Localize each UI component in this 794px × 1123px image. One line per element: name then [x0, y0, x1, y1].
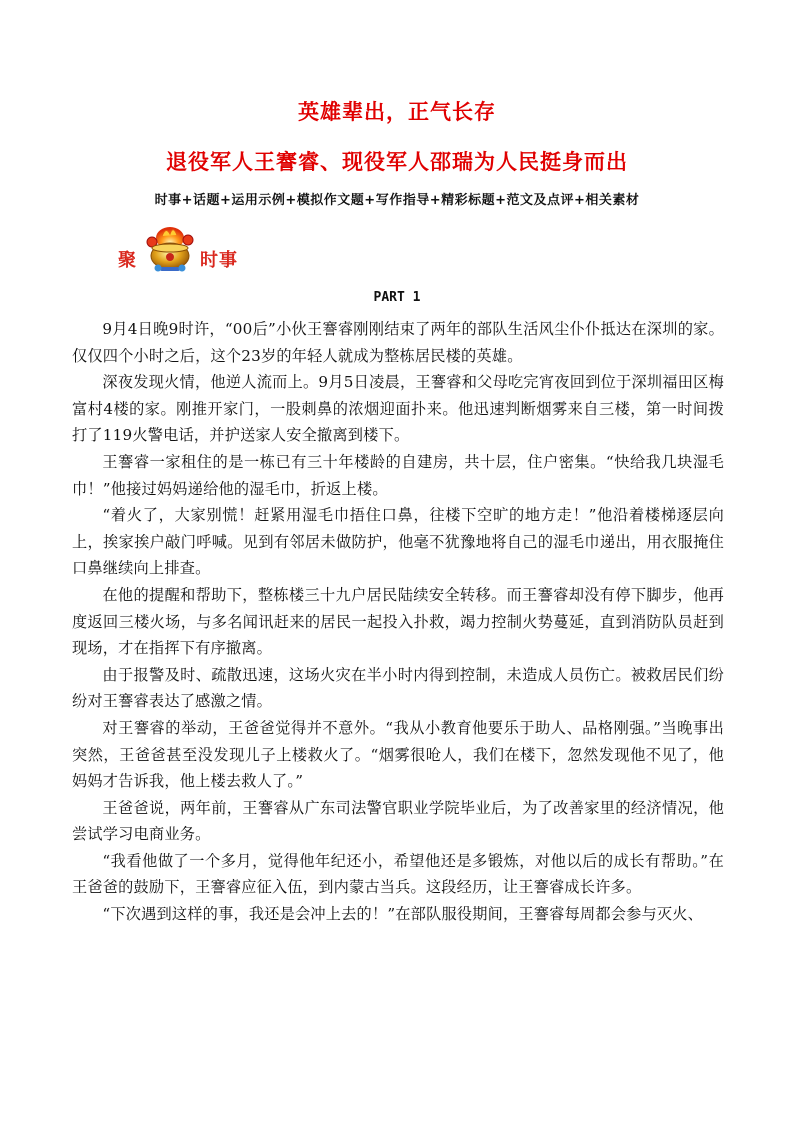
paragraph: 王爸爸说，两年前，王謇睿从广东司法警官职业学院毕业后，为了改善家里的经济情况，他尝试学习电商业务。: [72, 798, 724, 844]
part-label: PART 1: [373, 290, 421, 305]
paragraph: “下次遇到这样的事，我还是会冲上去的！”在部队服役期间，王謇睿每周都会参与灭火、: [102, 905, 704, 924]
section-heading: [118, 224, 278, 276]
paragraph: 王謇睿一家租住的是一栋已有三十年楼龄的自建房，共十层，住户密集。“快给我几块湿毛巾！”他接过妈妈递给他的湿毛巾，折返上楼。: [72, 452, 724, 498]
article-body: [72, 316, 724, 928]
paragraph: 在他的提醒和帮助下，整栋楼三十九户居民陆续安全转移。而王謇睿却没有停下脚步，他再度返回三楼火场，与多名闻讯赶来的居民一起投入扑救，竭力控制火势蔓延，直到消防队员赶到现场，才在指挥下有序撤离。: [72, 585, 724, 658]
treasure-bowl-icon: [142, 224, 198, 274]
paragraph: “着火了，大家别慌！赶紧用湿毛巾捂住口鼻，往楼下空旷的地方走！”他沿着楼梯逐层向上，挨家挨户敲门呼喊。见到有邻居未做防护，他毫不犹豫地将自己的湿毛巾递出，用衣服掩住口鼻继续向上排查。: [72, 506, 724, 578]
document-tagline: 时事+话题+运用示例+模拟作文题+写作指导+精彩标题+范文及点评+相关素材: [154, 193, 640, 208]
paragraph: 由于报警及时、疏散迅速，这场火灾在半小时内得到控制，未造成人员伤亡。被救居民们纷纷对王謇睿表达了感激之情。: [72, 665, 724, 711]
section-char-ju: 聚: [118, 250, 136, 271]
paragraph: “我看他做了一个多月，觉得他年纪还小，希望他还是多锻炼，对他以后的成长有帮助。”在王爸爸的鼓励下，王謇睿应征入伍，到内蒙古当兵。这段经历，让王謇睿成长许多。: [72, 851, 724, 897]
document-subtitle: 退役军人王謇睿、现役军人邵瑞为人民挺身而出: [166, 150, 628, 174]
paragraph: 深夜发现火情，他逆人流而上。9月5日凌晨，王謇睿和父母吃完宵夜回到位于深圳福田区梅富村4楼的家。刚推开家门，一股刺鼻的浓烟迎面扑来。他迅速判断烟雾来自三楼，第一时间拨打了119火警电话，并护送家人安全撤离到楼下。: [72, 373, 724, 445]
section-label-shishi: 时事: [200, 250, 238, 271]
paragraph: 对王謇睿的举动，王爸爸觉得并不意外。“我从小教育他要乐于助人、品格刚强。”当晚事出突然，王爸爸甚至没发现儿子上楼救火了。“烟雾很呛人，我们在楼下，忽然发现他不见了，他妈妈才告诉我，他上楼去救人了。”: [72, 718, 724, 791]
paragraph: 9月4日晚9时许，“00后”小伙王謇睿刚刚结束了两年的部队生活风尘仆仆抵达在深圳的家。仅仅四个小时之后，这个23岁的年轻人就成为整栋居民楼的英雄。: [72, 320, 724, 365]
document-title: 英雄辈出，正气长存: [298, 100, 496, 124]
